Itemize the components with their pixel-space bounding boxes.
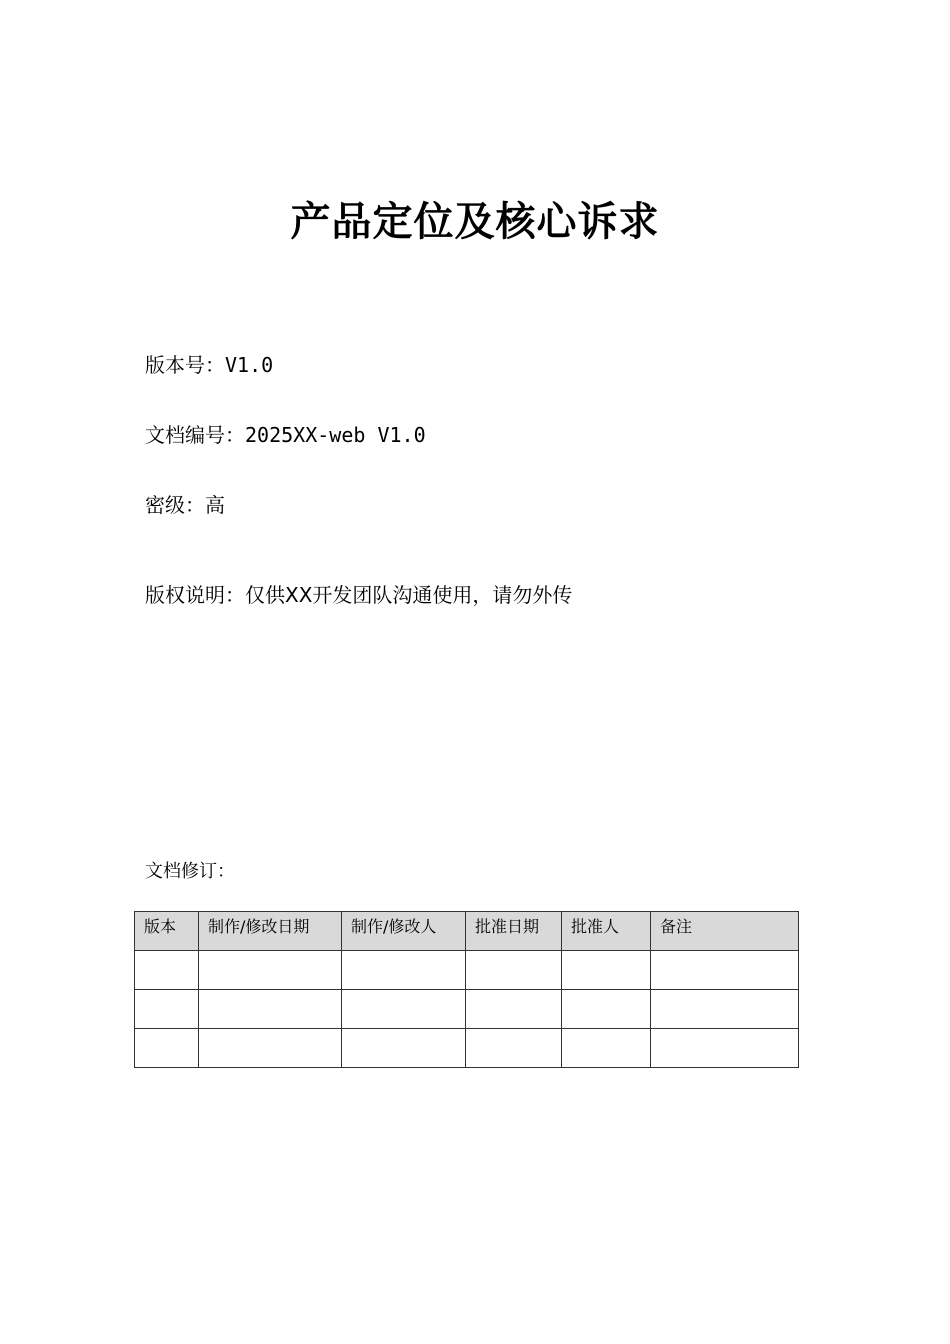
table-row [135,1029,799,1068]
table-cell [342,951,466,990]
table-cell [199,1029,342,1068]
revision-label: 文档修订： [145,861,235,882]
table-cell [135,951,199,990]
table-cell [466,1029,562,1068]
copyright-line [145,581,572,609]
table-cell [466,990,562,1029]
header-version: 版本 [135,912,199,951]
copyright-value: 仅供XX开发团队沟通使用，请勿外传 [245,583,573,607]
header-approver: 批准人 [562,912,651,951]
version-label: 版本号： [145,353,225,377]
doc-number-line [145,421,426,449]
table-row [135,990,799,1029]
table-cell [135,1029,199,1068]
copyright-label: 版权说明： [145,583,245,607]
doc-number-label: 文档编号： [145,423,245,447]
security-label: 密级： [145,493,205,517]
table-cell [342,1029,466,1068]
version-value: V1.0 [225,353,274,377]
revision-header-row [135,912,799,951]
document-title: 产品定位及核心诉求 [290,198,660,245]
table-cell [562,990,651,1029]
table-cell [199,951,342,990]
header-editor: 制作/修改人 [342,912,466,951]
version-line [145,351,273,379]
table-cell [651,990,799,1029]
doc-number-value: 2025XX-web V1.0 [245,423,426,447]
table-cell [651,1029,799,1068]
header-edit-date: 制作/修改日期 [199,912,342,951]
header-approve-date: 批准日期 [466,912,562,951]
revision-table [134,911,799,1068]
table-cell [651,951,799,990]
table-cell [562,1029,651,1068]
header-remarks: 备注 [651,912,799,951]
table-cell [199,990,342,1029]
table-cell [342,990,466,1029]
table-cell [466,951,562,990]
security-value: 高 [205,493,225,517]
security-line [145,491,225,519]
table-cell [562,951,651,990]
table-cell [135,990,199,1029]
table-row [135,951,799,990]
